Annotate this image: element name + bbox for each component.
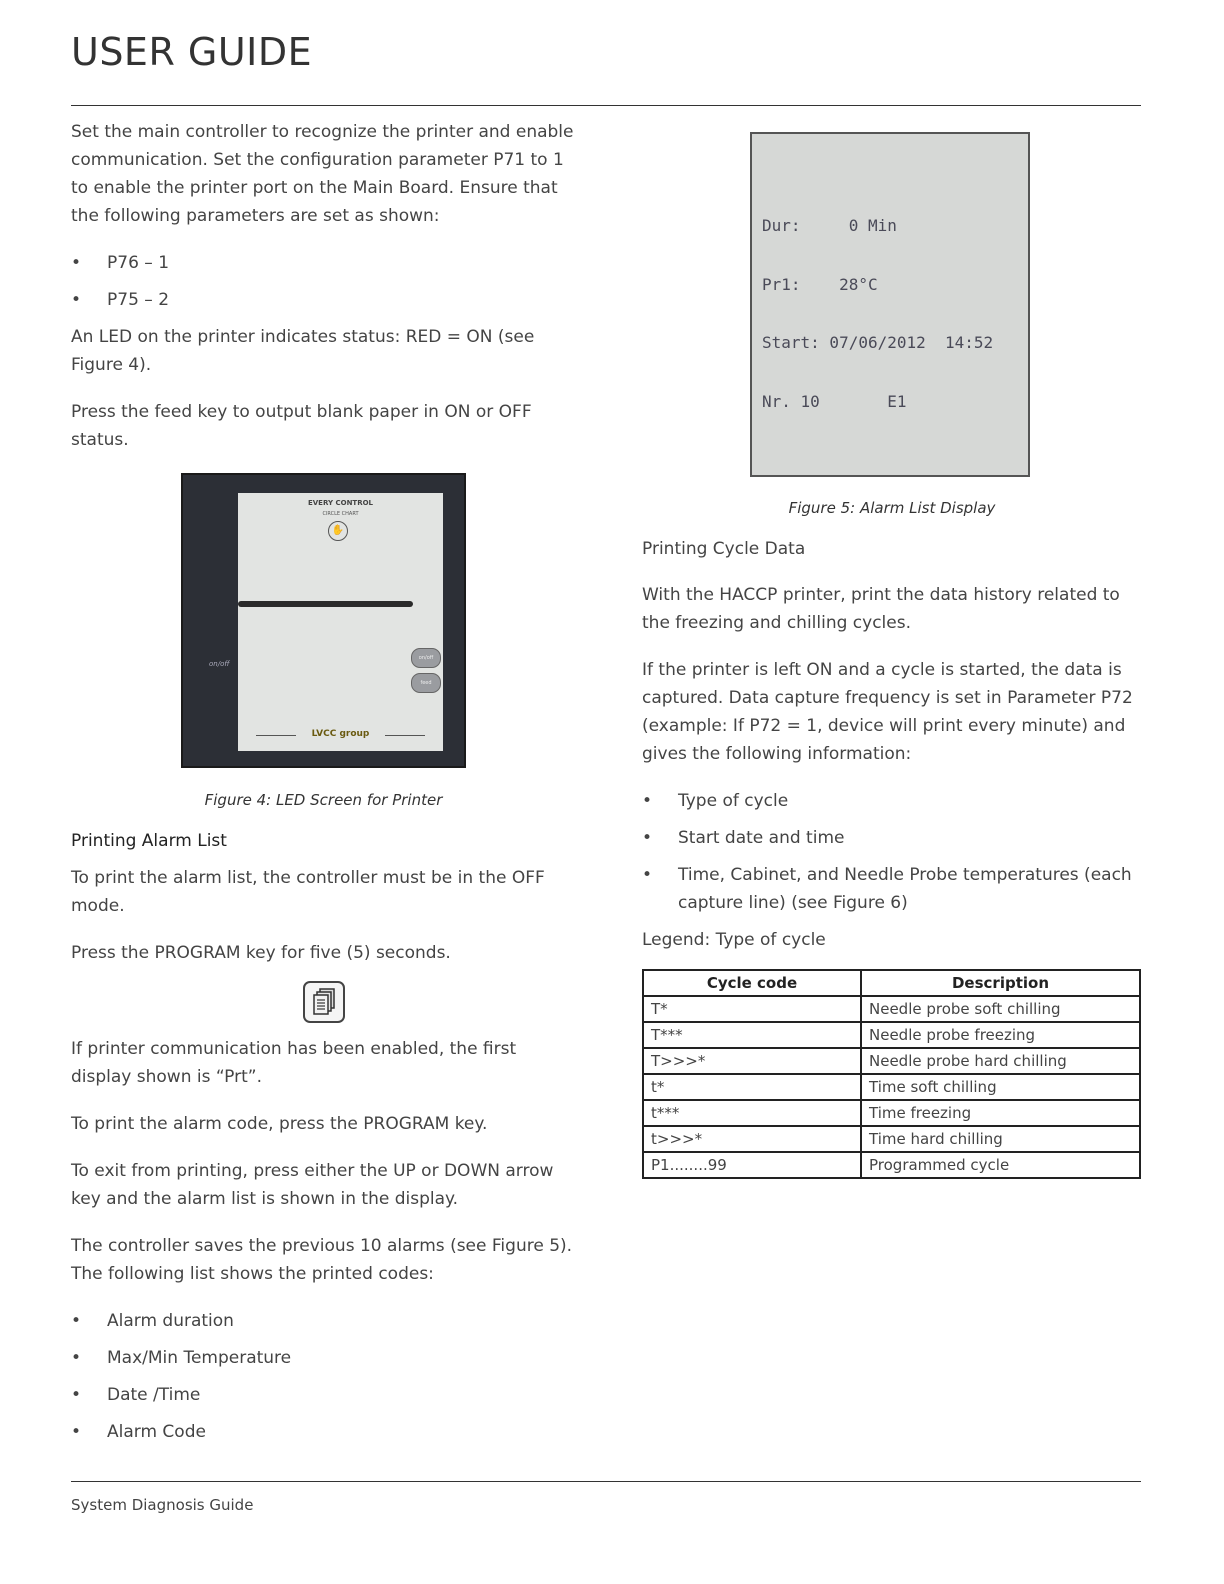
alarm-paragraph-5: To exit from printing, press either the UP or DOWN arrow key and the alarm list is shown in the display. <box>71 1161 554 1209</box>
feed-button: feed <box>411 673 441 693</box>
printer-sub-label: CIRCLE CHART <box>322 511 359 517</box>
description-cell: Needle probe freezing <box>861 1022 1140 1048</box>
table-row <box>643 1048 1140 1074</box>
list-item: • Type of cycle <box>642 787 1142 815</box>
cycle-code-cell: T>>>* <box>643 1048 861 1074</box>
footer-divider <box>71 1481 1141 1482</box>
printer-face <box>238 493 443 751</box>
printer-logo: LVCC group <box>311 729 370 739</box>
alarm-list-photo <box>750 132 1030 477</box>
table-row <box>643 1126 1140 1152</box>
printer-side-label: on/off <box>209 660 230 668</box>
description-cell: Time hard chilling <box>861 1126 1140 1152</box>
alarm-paragraph-4: To print the alarm code, press the PROGRAM key. <box>71 1114 488 1134</box>
list-item: • Alarm Code <box>71 1418 576 1446</box>
program-key-icon <box>303 981 345 1023</box>
parameter-list <box>71 249 576 314</box>
figure4-caption: Figure 4: LED Screen for Printer <box>204 791 443 809</box>
intro-paragraph: Set the main controller to recognize the printer and enable communication. Set the configuration parameter P71 to 1 to enable the printer port on the Main Board. Ensure that the following parameters are set as shown: <box>71 122 574 226</box>
table-header: Description <box>861 970 1140 996</box>
list-item: • P76 – 1 <box>71 249 576 277</box>
table-row <box>643 1022 1140 1048</box>
alarm-paragraph-6: The controller saves the previous 10 alarms (see Figure 5). The following list shows the printed codes: <box>71 1236 573 1284</box>
cycle-code-cell: t*** <box>643 1100 861 1126</box>
legend-text: Legend: Type of cycle <box>642 930 826 950</box>
description-cell: Needle probe soft chilling <box>861 996 1140 1022</box>
alarm-paragraph-2: Press the PROGRAM key for five (5) seconds. <box>71 943 451 963</box>
cycle-code-cell: P1........99 <box>643 1152 861 1178</box>
cycle-code-cell: T* <box>643 996 861 1022</box>
table-row <box>643 1074 1140 1100</box>
description-cell: Needle probe hard chilling <box>861 1048 1140 1074</box>
list-item: • Time, Cabinet, and Needle Probe temperatures (each capture line) (see Figure 6) <box>642 861 1142 917</box>
description-cell: Time freezing <box>861 1100 1140 1126</box>
table-header: Cycle code <box>643 970 861 996</box>
alarm-list-heading: Printing Alarm List <box>71 831 227 851</box>
left-column <box>71 118 576 1455</box>
list-item: • Date /Time <box>71 1381 576 1409</box>
alarm-paragraph-3: If printer communication has been enabled, the first display shown is “Prt”. <box>71 1039 517 1087</box>
footer-text: System Diagnosis Guide <box>71 1496 254 1514</box>
list-item: • P75 – 2 <box>71 286 576 314</box>
list-item: • Start date and time <box>642 824 1142 852</box>
onoff-button: on/off <box>411 648 441 668</box>
cycle-code-cell: T*** <box>643 1022 861 1048</box>
cycle-data-heading: Printing Cycle Data <box>642 539 806 559</box>
list-item: • Alarm duration <box>71 1307 576 1335</box>
printer-brand-label: EVERY CONTROL <box>307 499 374 507</box>
printed-codes-list <box>71 1307 576 1446</box>
list-item: • Max/Min Temperature <box>71 1344 576 1372</box>
cycle-code-cell: t* <box>643 1074 861 1100</box>
table-row <box>643 1152 1140 1178</box>
alarm-paragraph-1: To print the alarm list, the controller must be in the OFF mode. <box>71 868 545 916</box>
right-column <box>642 118 1142 1179</box>
table-header-row <box>643 970 1140 996</box>
alarm-record: Dur: 0 Min Pr1: 28°C Start: 07/06/2012 14:52 Nr. 10 E1 <box>762 216 994 411</box>
cycle-code-table <box>642 969 1141 1179</box>
description-cell: Time soft chilling <box>861 1074 1140 1100</box>
description-cell: Programmed cycle <box>861 1152 1140 1178</box>
table-row <box>643 1100 1140 1126</box>
feed-key-paragraph: Press the feed key to output blank paper in ON or OFF status. <box>71 402 532 450</box>
paper-slot <box>238 601 413 607</box>
page-title: USER GUIDE <box>71 30 313 74</box>
cycle-paragraph-1: With the HACCP printer, print the data history related to the freezing and chilling cycles. <box>642 585 1120 633</box>
hand-icon: ✋ <box>328 521 348 541</box>
cycle-paragraph-2: If the printer is left ON and a cycle is started, the data is captured. Data capture frequency is set in Parameter P72 (example: If P72 = 1, device will print every minute) and gives the following information: <box>642 660 1133 764</box>
led-status-paragraph: An LED on the printer indicates status: RED = ON (see Figure 4). <box>71 327 535 375</box>
cycle-info-list <box>642 787 1142 917</box>
figure5-caption: Figure 5: Alarm List Display <box>788 499 996 517</box>
header-divider <box>71 105 1141 106</box>
cycle-code-cell: t>>>* <box>643 1126 861 1152</box>
printer-photo <box>181 473 466 768</box>
table-row <box>643 996 1140 1022</box>
